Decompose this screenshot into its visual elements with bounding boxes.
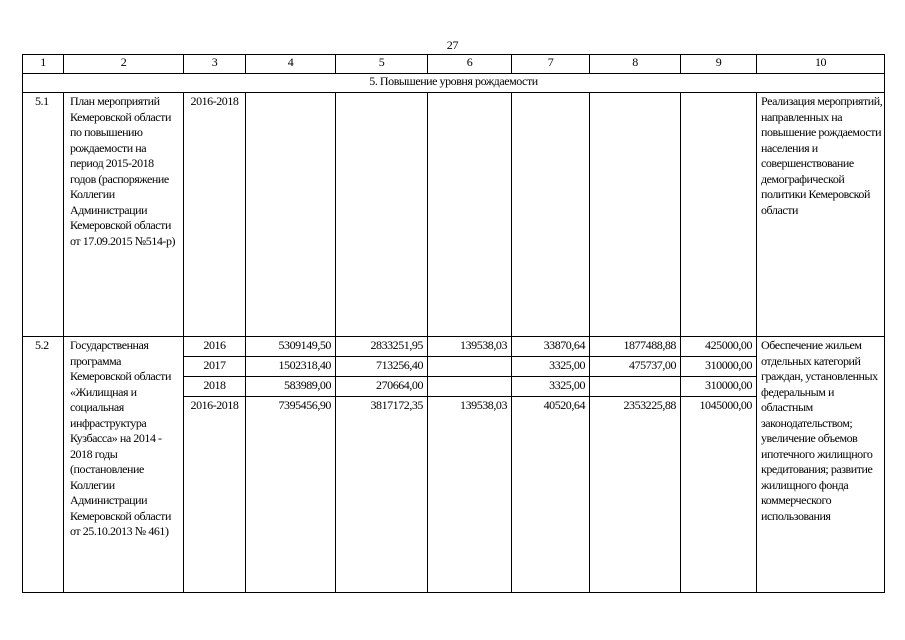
value-cell: 33870,64 <box>512 337 590 357</box>
value-cell: 7395456,90 <box>246 397 336 593</box>
value-cell <box>246 93 336 337</box>
value-cell: 270664,00 <box>336 377 428 397</box>
period-cell: 2016 <box>184 337 246 357</box>
value-cell: 139538,03 <box>428 337 512 357</box>
value-cell: 713256,40 <box>336 357 428 377</box>
measure-name: Государственная программа Кемеровской области «Жилищная и социальная инфраструктура Кузбасса» на 2014 - 2018 годы (постановление Коллегии Администрации Кемеровской области от 25.10.2013 № 461) <box>64 337 184 593</box>
row-number: 5.2 <box>23 337 64 593</box>
program-table <box>22 54 885 593</box>
column-header: 8 <box>590 55 681 74</box>
value-cell: 310000,00 <box>681 377 757 397</box>
value-cell: 40520,64 <box>512 397 590 593</box>
column-header: 5 <box>336 55 428 74</box>
value-cell: 583989,00 <box>246 377 336 397</box>
expected-result: Реализация мероприятий, направленных на повышение рождаемости населения и совершенствование демографической политики Кемеровской области <box>757 93 885 337</box>
period-cell: 2016-2018 <box>184 93 246 337</box>
value-cell <box>681 93 757 337</box>
value-cell <box>428 93 512 337</box>
value-cell: 1877488,88 <box>590 337 681 357</box>
value-cell: 425000,00 <box>681 337 757 357</box>
value-cell: 2833251,95 <box>336 337 428 357</box>
period-cell: 2018 <box>184 377 246 397</box>
value-cell: 3817172,35 <box>336 397 428 593</box>
measure-name: План мероприятий Кемеровской области по повышению рождаемости на период 2015-2018 годов (распоряжение Коллегии Администрации Кемеровской области от 17.09.2015 №514-р) <box>64 93 184 337</box>
column-header: 9 <box>681 55 757 74</box>
value-cell: 310000,00 <box>681 357 757 377</box>
value-cell <box>590 377 681 397</box>
value-cell: 1502318,40 <box>246 357 336 377</box>
value-cell: 1045000,00 <box>681 397 757 593</box>
section-title: 5. Повышение уровня рождаемости <box>23 74 885 93</box>
column-header: 7 <box>512 55 590 74</box>
page-number: 27 <box>446 38 459 52</box>
value-cell: 475737,00 <box>590 357 681 377</box>
column-header: 6 <box>428 55 512 74</box>
value-cell: 5309149,50 <box>246 337 336 357</box>
table-row-5-1 <box>23 93 885 337</box>
value-cell <box>512 93 590 337</box>
period-cell: 2016-2018 <box>184 397 246 593</box>
value-cell: 139538,03 <box>428 397 512 593</box>
value-cell <box>590 93 681 337</box>
column-header: 2 <box>64 55 184 74</box>
value-cell <box>336 93 428 337</box>
expected-result: Обеспечение жильем отдельных категорий граждан, установленных федеральным и областным законодательством; увеличение объемов ипотечного жилищного кредитования; развитие жилищного фонда коммерческого использования <box>757 337 885 593</box>
value-cell <box>428 377 512 397</box>
value-cell: 3325,00 <box>512 357 590 377</box>
column-header: 1 <box>23 55 64 74</box>
section-row <box>23 74 885 93</box>
column-header: 4 <box>246 55 336 74</box>
table-row-5-2 <box>23 337 885 357</box>
column-header: 10 <box>757 55 885 74</box>
value-cell: 3325,00 <box>512 377 590 397</box>
column-number-row <box>23 55 885 74</box>
value-cell: 2353225,88 <box>590 397 681 593</box>
period-cell: 2017 <box>184 357 246 377</box>
row-number: 5.1 <box>23 93 64 337</box>
column-header: 3 <box>184 55 246 74</box>
value-cell <box>428 357 512 377</box>
